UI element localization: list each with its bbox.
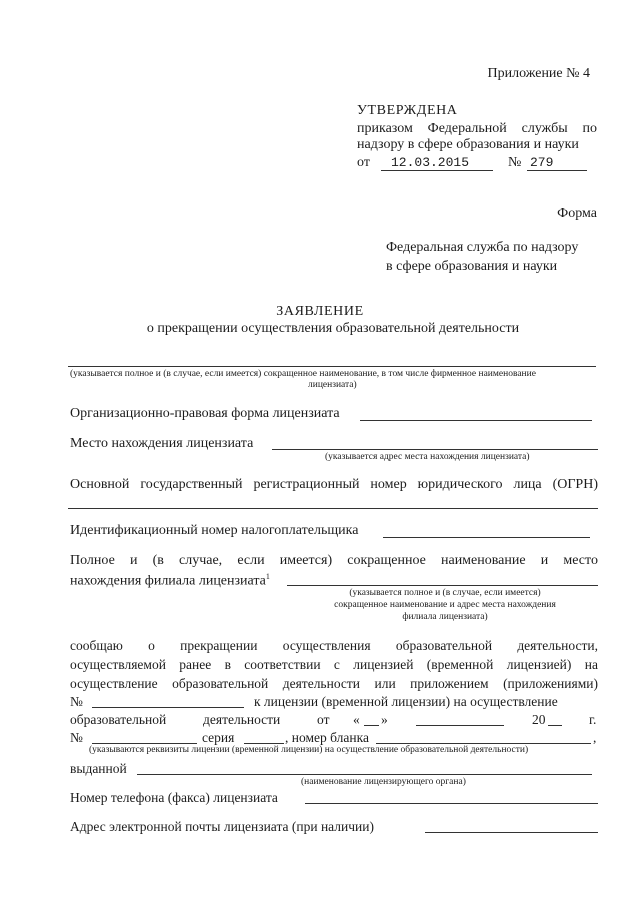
body-word: (временной — [426, 657, 494, 672]
ogrn-word: государственный — [140, 477, 243, 492]
license-to-text: к лицензии (временной лицензии) на осуществление — [254, 694, 558, 709]
body-word: образовательной — [395, 638, 493, 653]
branch-hint-1: (указывается полное и (в случае, если имеется) — [349, 588, 541, 598]
body-word: деятельности — [282, 676, 361, 691]
body-word: деятельности, — [517, 638, 598, 653]
blank-number-label: , номер бланка — [285, 730, 369, 745]
blank-number-line[interactable] — [376, 743, 591, 744]
day-line[interactable] — [364, 725, 379, 726]
body-word: ранее — [179, 657, 212, 672]
body-line-3 — [70, 676, 598, 692]
approval-number-line — [527, 170, 587, 171]
license-number-label: № — [70, 694, 83, 709]
body-line-2 — [70, 657, 598, 673]
ogrn-word: юридического — [417, 477, 503, 492]
approval-agency: надзору в сфере образования и науки — [357, 137, 579, 152]
body-word: осуществления — [282, 638, 371, 653]
approval-word: по — [582, 121, 597, 136]
branch-word: место — [563, 553, 598, 568]
branch-word: сокращенное — [347, 553, 426, 568]
approval-word: приказом — [357, 121, 413, 136]
approval-date: 12.03.2015 — [391, 155, 470, 170]
approval-title: УТВЕРЖДЕНА — [357, 103, 458, 118]
branch-word: имеется) — [279, 553, 333, 568]
licensee-name-line[interactable] — [68, 366, 596, 367]
year-prefix: 20 — [532, 712, 546, 727]
approval-word: Федеральной — [427, 121, 507, 136]
ogrn-word: Основной — [70, 477, 130, 492]
branch-word: и — [129, 553, 138, 568]
doc-number-line[interactable] — [92, 743, 197, 744]
licensee-name-hint-2: лицензиата) — [308, 380, 357, 390]
approval-word: службы — [521, 121, 568, 136]
body-word: лицензией — [353, 657, 414, 672]
issued-label: выданной — [70, 761, 127, 776]
date-from-label: от — [317, 712, 330, 727]
license-details-hint: (указываются реквизиты лицензии (временной лицензии) на осуществление образовательной деятельности) — [89, 745, 529, 755]
ogrn-label — [70, 477, 598, 493]
branch-word: Полное — [70, 553, 115, 568]
phone-line[interactable] — [305, 803, 598, 804]
body-word: на — [584, 657, 598, 672]
body-word: (приложениями) — [503, 676, 598, 691]
year-suffix: г. — [589, 712, 597, 727]
body-line-1 — [70, 638, 598, 654]
email-label: Адрес электронной почты лицензиата (при наличии) — [70, 819, 374, 834]
branch-label-line-1 — [70, 553, 598, 569]
approval-order-line — [357, 121, 597, 137]
body-word: в — [224, 657, 231, 672]
branch-label-text: нахождения филиала лицензиата — [70, 573, 266, 589]
body-word: осуществление — [70, 676, 158, 691]
branch-hint-3: филиала лицензиата) — [402, 612, 488, 622]
quote-open: « — [353, 712, 360, 727]
email-line[interactable] — [425, 832, 598, 833]
series-line[interactable] — [244, 743, 284, 744]
body-word: образовательной — [172, 676, 269, 691]
branch-word: наименование — [440, 553, 526, 568]
location-hint: (указывается адрес места нахождения лицензиата) — [325, 452, 530, 462]
blank-comma: , — [593, 730, 597, 745]
body-word: с — [333, 657, 340, 672]
branch-label-line-2 — [70, 572, 270, 590]
location-label: Место нахождения лицензиата — [70, 436, 254, 451]
addressee-line-2: в сфере образования и науки — [386, 259, 558, 274]
location-line[interactable] — [272, 449, 598, 450]
form-label: Форма — [557, 206, 597, 221]
ogrn-word: регистрационный — [253, 477, 360, 492]
document-title: ЗАЯВЛЕНИЕ — [276, 304, 364, 319]
addressee-line-1: Федеральная служба по надзору — [386, 240, 579, 255]
doc-number-label: № — [70, 730, 83, 745]
legal-form-line[interactable] — [360, 420, 592, 421]
month-line[interactable] — [416, 725, 504, 726]
branch-word: если — [237, 553, 265, 568]
phone-label: Номер телефона (факса) лицензиата — [70, 790, 278, 805]
approval-date-line — [381, 170, 493, 171]
document-subtitle: о прекращении осуществления образовательной деятельности — [146, 321, 520, 336]
body-word: или — [374, 676, 396, 691]
ogrn-word: лица — [513, 477, 542, 492]
license-number-line[interactable] — [92, 707, 244, 708]
branch-word: и — [540, 553, 549, 568]
ogrn-word: номер — [370, 477, 407, 492]
activity-word-2: деятельности — [203, 712, 281, 727]
branch-word: (в — [152, 553, 164, 568]
activity-word-1: образовательной — [70, 712, 167, 727]
branch-word: случае, — [179, 553, 223, 568]
branch-line[interactable] — [287, 585, 598, 586]
legal-form-label: Организационно-правовая форма лицензиата — [70, 406, 340, 421]
issued-line[interactable] — [137, 774, 592, 775]
body-word: соответствии — [244, 657, 321, 672]
branch-hint-2: сокращенное наименование и адрес места нахождения — [334, 600, 556, 610]
branch-footnote-mark: 1 — [265, 572, 270, 581]
body-word: сообщаю — [70, 638, 123, 653]
quote-close: » — [381, 712, 388, 727]
body-word: лицензией) — [506, 657, 572, 672]
approval-number: 279 — [530, 155, 554, 170]
body-word: осуществляемой — [70, 657, 166, 672]
body-word: приложением — [410, 676, 489, 691]
annex-label: Приложение № 4 — [487, 66, 590, 81]
body-word: о — [148, 638, 155, 653]
inn-line[interactable] — [383, 537, 590, 538]
ogrn-line[interactable] — [68, 508, 598, 509]
ogrn-word: (ОГРН) — [552, 477, 598, 492]
body-word: прекращении — [180, 638, 258, 653]
approval-number-label: № — [508, 155, 522, 170]
issued-hint: (наименование лицензирующего органа) — [301, 777, 466, 787]
year-line[interactable] — [548, 725, 562, 726]
approval-from-label: от — [357, 155, 370, 170]
inn-label: Идентификационный номер налогоплательщика — [70, 523, 359, 538]
licensee-name-hint: (указывается полное и (в случае, если имеется) сокращенное наименование, в том числе фирменное наименование — [70, 369, 536, 379]
series-label: серия — [202, 730, 235, 745]
